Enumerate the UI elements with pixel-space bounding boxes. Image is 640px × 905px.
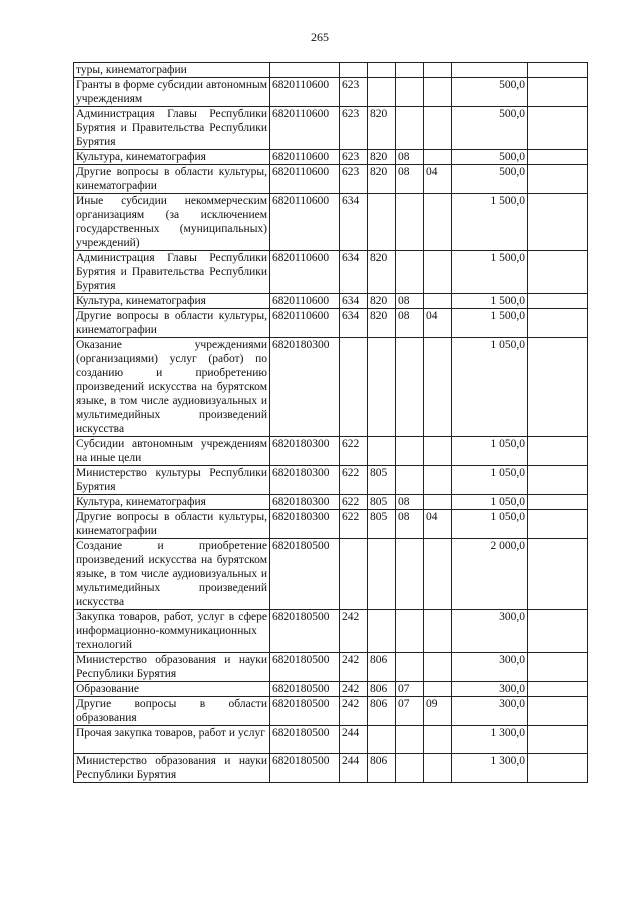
table-row bbox=[74, 338, 588, 437]
section-code bbox=[396, 610, 424, 653]
row-name: Министерство образования и науки Республики Бурятия bbox=[74, 754, 270, 783]
expense-type-code: 623 bbox=[340, 78, 368, 107]
target-article-code: 6820180500 bbox=[270, 697, 340, 726]
row-name: Гранты в форме субсидии автономным учреждениям bbox=[74, 78, 270, 107]
amount: 2 000,0 bbox=[452, 539, 528, 610]
ministry-code bbox=[368, 437, 396, 466]
expense-type-code: 634 bbox=[340, 294, 368, 309]
target-article-code: 6820110600 bbox=[270, 107, 340, 150]
expense-type-code: 634 bbox=[340, 194, 368, 251]
section-code: 08 bbox=[396, 294, 424, 309]
expense-type-code: 242 bbox=[340, 697, 368, 726]
target-article-code: 6820180500 bbox=[270, 682, 340, 697]
row-name: Культура, кинематография bbox=[74, 495, 270, 510]
extra-cell bbox=[528, 495, 588, 510]
table-row bbox=[74, 294, 588, 309]
table-row bbox=[74, 309, 588, 338]
subsection-code bbox=[424, 754, 452, 783]
table-row bbox=[74, 78, 588, 107]
extra-cell bbox=[528, 107, 588, 150]
target-article-code: 6820180300 bbox=[270, 466, 340, 495]
row-name: туры, кинематографии bbox=[74, 63, 270, 78]
ministry-code bbox=[368, 726, 396, 754]
extra-cell bbox=[528, 610, 588, 653]
target-article-code: 6820180300 bbox=[270, 495, 340, 510]
table-row bbox=[74, 466, 588, 495]
row-name: Иные субсидии некоммерческим организациям (за исключением государственных (муниципальных) учреждений) bbox=[74, 194, 270, 251]
subsection-code: 09 bbox=[424, 697, 452, 726]
extra-cell bbox=[528, 437, 588, 466]
subsection-code bbox=[424, 653, 452, 682]
amount: 1 500,0 bbox=[452, 251, 528, 294]
amount: 300,0 bbox=[452, 653, 528, 682]
section-code bbox=[396, 653, 424, 682]
extra-cell bbox=[528, 682, 588, 697]
table-row bbox=[74, 165, 588, 194]
target-article-code: 6820180300 bbox=[270, 338, 340, 437]
ministry-code bbox=[368, 78, 396, 107]
expense-type-code: 623 bbox=[340, 150, 368, 165]
amount: 300,0 bbox=[452, 697, 528, 726]
subsection-code: 04 bbox=[424, 510, 452, 539]
target-article-code bbox=[270, 63, 340, 78]
subsection-code: 04 bbox=[424, 309, 452, 338]
expense-type-code: 244 bbox=[340, 754, 368, 783]
target-article-code: 6820180500 bbox=[270, 653, 340, 682]
extra-cell bbox=[528, 653, 588, 682]
amount: 1 050,0 bbox=[452, 437, 528, 466]
subsection-code bbox=[424, 610, 452, 653]
amount: 500,0 bbox=[452, 150, 528, 165]
row-name: Другие вопросы в области образования bbox=[74, 697, 270, 726]
expense-type-code: 242 bbox=[340, 610, 368, 653]
table-row bbox=[74, 726, 588, 754]
section-code: 08 bbox=[396, 309, 424, 338]
ministry-code bbox=[368, 338, 396, 437]
expense-type-code: 622 bbox=[340, 437, 368, 466]
extra-cell bbox=[528, 466, 588, 495]
amount: 1 300,0 bbox=[452, 754, 528, 783]
row-name: Другие вопросы в области культуры, кинематографии bbox=[74, 510, 270, 539]
target-article-code: 6820110600 bbox=[270, 194, 340, 251]
subsection-code bbox=[424, 682, 452, 697]
subsection-code bbox=[424, 251, 452, 294]
amount: 1 050,0 bbox=[452, 510, 528, 539]
extra-cell bbox=[528, 251, 588, 294]
amount: 1 050,0 bbox=[452, 495, 528, 510]
expense-type-code bbox=[340, 338, 368, 437]
expense-type-code bbox=[340, 539, 368, 610]
expense-type-code: 242 bbox=[340, 682, 368, 697]
expense-type-code: 634 bbox=[340, 309, 368, 338]
subsection-code bbox=[424, 466, 452, 495]
subsection-code bbox=[424, 194, 452, 251]
row-name: Администрация Главы Республики Бурятия и Правительства Республики Бурятия bbox=[74, 107, 270, 150]
ministry-code: 806 bbox=[368, 697, 396, 726]
extra-cell bbox=[528, 78, 588, 107]
extra-cell bbox=[528, 294, 588, 309]
subsection-code bbox=[424, 78, 452, 107]
ministry-code bbox=[368, 194, 396, 251]
amount bbox=[452, 63, 528, 78]
target-article-code: 6820180500 bbox=[270, 726, 340, 754]
extra-cell bbox=[528, 726, 588, 754]
row-name: Министерство культуры Республики Бурятия bbox=[74, 466, 270, 495]
ministry-code: 820 bbox=[368, 150, 396, 165]
target-article-code: 6820180500 bbox=[270, 539, 340, 610]
table-row bbox=[74, 653, 588, 682]
section-code: 07 bbox=[396, 682, 424, 697]
section-code bbox=[396, 466, 424, 495]
table-row bbox=[74, 510, 588, 539]
target-article-code: 6820110600 bbox=[270, 309, 340, 338]
row-name: Министерство образования и науки Республики Бурятия bbox=[74, 653, 270, 682]
section-code: 08 bbox=[396, 165, 424, 194]
expense-type-code: 622 bbox=[340, 510, 368, 539]
ministry-code: 820 bbox=[368, 294, 396, 309]
section-code bbox=[396, 539, 424, 610]
target-article-code: 6820110600 bbox=[270, 251, 340, 294]
extra-cell bbox=[528, 194, 588, 251]
table-body bbox=[74, 63, 588, 783]
ministry-code: 806 bbox=[368, 754, 396, 783]
target-article-code: 6820180500 bbox=[270, 754, 340, 783]
row-name: Закупка товаров, работ, услуг в сфере информационно-коммуникационных технологий bbox=[74, 610, 270, 653]
section-code bbox=[396, 754, 424, 783]
target-article-code: 6820180500 bbox=[270, 610, 340, 653]
extra-cell bbox=[528, 165, 588, 194]
section-code: 08 bbox=[396, 510, 424, 539]
ministry-code: 820 bbox=[368, 165, 396, 194]
section-code bbox=[396, 194, 424, 251]
ministry-code: 820 bbox=[368, 107, 396, 150]
subsection-code bbox=[424, 63, 452, 78]
expense-type-code: 634 bbox=[340, 251, 368, 294]
target-article-code: 6820110600 bbox=[270, 294, 340, 309]
subsection-code bbox=[424, 726, 452, 754]
amount: 300,0 bbox=[452, 610, 528, 653]
ministry-code: 805 bbox=[368, 510, 396, 539]
subsection-code bbox=[424, 150, 452, 165]
table-row bbox=[74, 754, 588, 783]
row-name: Культура, кинематография bbox=[74, 294, 270, 309]
amount: 500,0 bbox=[452, 107, 528, 150]
amount: 1 300,0 bbox=[452, 726, 528, 754]
amount: 1 500,0 bbox=[452, 309, 528, 338]
row-name: Администрация Главы Республики Бурятия и Правительства Республики Бурятия bbox=[74, 251, 270, 294]
ministry-code: 805 bbox=[368, 495, 396, 510]
extra-cell bbox=[528, 510, 588, 539]
expense-type-code bbox=[340, 63, 368, 78]
section-code bbox=[396, 251, 424, 294]
table-row bbox=[74, 107, 588, 150]
row-name: Другие вопросы в области культуры, кинематографии bbox=[74, 165, 270, 194]
section-code bbox=[396, 437, 424, 466]
table-row bbox=[74, 610, 588, 653]
row-name: Образование bbox=[74, 682, 270, 697]
row-name: Прочая закупка товаров, работ и услуг bbox=[74, 726, 270, 754]
expense-type-code: 622 bbox=[340, 495, 368, 510]
target-article-code: 6820180300 bbox=[270, 510, 340, 539]
section-code: 08 bbox=[396, 495, 424, 510]
extra-cell bbox=[528, 63, 588, 78]
row-name: Оказание учреждениями (организациями) услуг (работ) по созданию и приобретению произведений искусства на бурятском языке, в том числе аудиовизуальных и мультимедийных произведений искусства bbox=[74, 338, 270, 437]
section-code bbox=[396, 107, 424, 150]
ministry-code bbox=[368, 610, 396, 653]
expense-type-code: 622 bbox=[340, 466, 368, 495]
table-row bbox=[74, 697, 588, 726]
subsection-code bbox=[424, 338, 452, 437]
extra-cell bbox=[528, 754, 588, 783]
extra-cell bbox=[528, 697, 588, 726]
table-row bbox=[74, 251, 588, 294]
section-code bbox=[396, 338, 424, 437]
amount: 500,0 bbox=[452, 78, 528, 107]
extra-cell bbox=[528, 539, 588, 610]
extra-cell bbox=[528, 309, 588, 338]
amount: 1 050,0 bbox=[452, 466, 528, 495]
amount: 1 500,0 bbox=[452, 194, 528, 251]
amount: 1 050,0 bbox=[452, 338, 528, 437]
table-row bbox=[74, 437, 588, 466]
table-row bbox=[74, 682, 588, 697]
subsection-code: 04 bbox=[424, 165, 452, 194]
expense-type-code: 244 bbox=[340, 726, 368, 754]
table-row bbox=[74, 150, 588, 165]
target-article-code: 6820110600 bbox=[270, 165, 340, 194]
section-code bbox=[396, 78, 424, 107]
budget-table bbox=[73, 62, 588, 783]
subsection-code bbox=[424, 539, 452, 610]
section-code: 08 bbox=[396, 150, 424, 165]
row-name: Создание и приобретение произведений искусства на бурятском языке, в том числе аудиовизуальных и мультимедийных произведений искусства bbox=[74, 539, 270, 610]
ministry-code bbox=[368, 63, 396, 78]
section-code: 07 bbox=[396, 697, 424, 726]
subsection-code bbox=[424, 294, 452, 309]
amount: 500,0 bbox=[452, 165, 528, 194]
expense-type-code: 242 bbox=[340, 653, 368, 682]
row-name: Культура, кинематография bbox=[74, 150, 270, 165]
amount: 1 500,0 bbox=[452, 294, 528, 309]
target-article-code: 6820110600 bbox=[270, 150, 340, 165]
ministry-code: 806 bbox=[368, 653, 396, 682]
extra-cell bbox=[528, 338, 588, 437]
amount: 300,0 bbox=[452, 682, 528, 697]
section-code bbox=[396, 63, 424, 78]
expense-type-code: 623 bbox=[340, 165, 368, 194]
target-article-code: 6820110600 bbox=[270, 78, 340, 107]
table-row bbox=[74, 495, 588, 510]
table-row bbox=[74, 63, 588, 78]
target-article-code: 6820180300 bbox=[270, 437, 340, 466]
extra-cell bbox=[528, 150, 588, 165]
subsection-code bbox=[424, 495, 452, 510]
section-code bbox=[396, 726, 424, 754]
table-row bbox=[74, 194, 588, 251]
ministry-code: 820 bbox=[368, 251, 396, 294]
row-name: Другие вопросы в области культуры, кинематографии bbox=[74, 309, 270, 338]
table-row bbox=[74, 539, 588, 610]
row-name: Субсидии автономным учреждениям на иные цели bbox=[74, 437, 270, 466]
subsection-code bbox=[424, 107, 452, 150]
page-number: 265 bbox=[311, 30, 329, 44]
subsection-code bbox=[424, 437, 452, 466]
ministry-code bbox=[368, 539, 396, 610]
ministry-code: 820 bbox=[368, 309, 396, 338]
ministry-code: 805 bbox=[368, 466, 396, 495]
expense-type-code: 623 bbox=[340, 107, 368, 150]
ministry-code: 806 bbox=[368, 682, 396, 697]
